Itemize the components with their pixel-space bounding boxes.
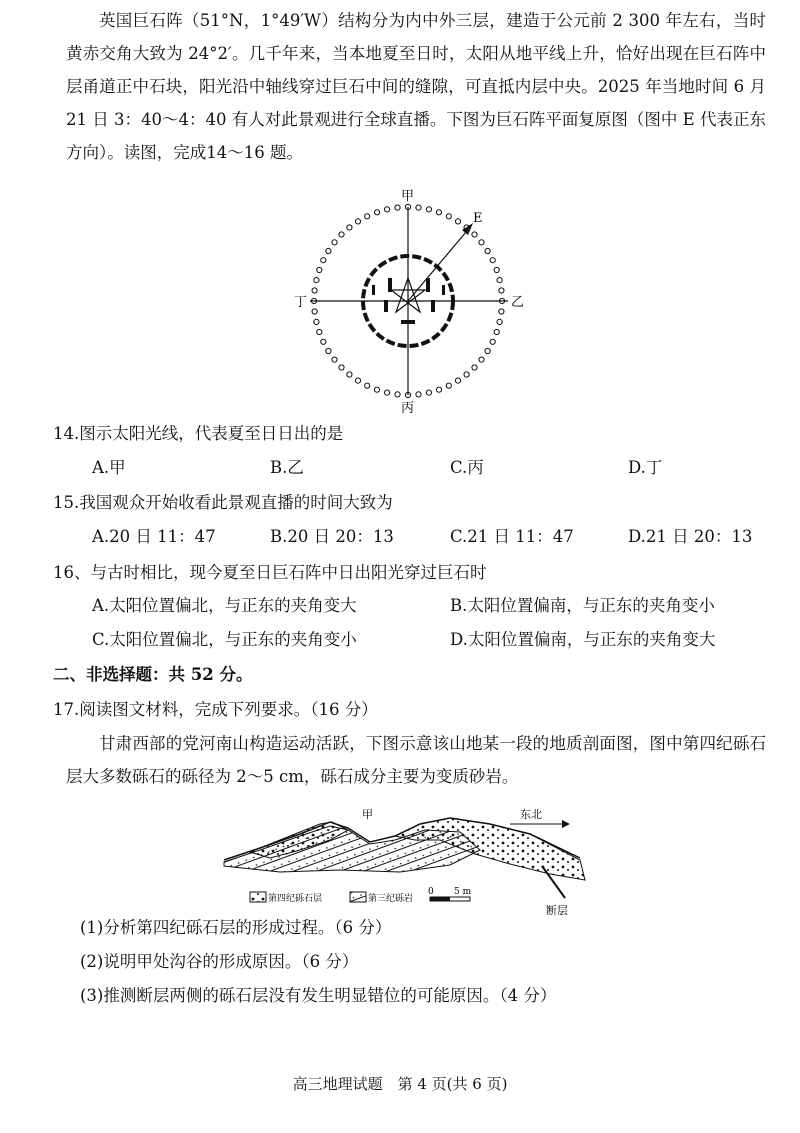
legend-tertiary-swatch (350, 892, 366, 902)
question-14-stem: 14.图示太阳光线，代表夏至日日出的是 (53, 424, 344, 443)
outer-stone (472, 232, 477, 237)
outer-stone (321, 339, 326, 344)
outer-stone (326, 248, 331, 253)
outer-stone (446, 383, 451, 388)
q15-option-b: B.20 日 20：13 (270, 527, 394, 546)
q17-sub-3: (3)推测断层两侧的砾石层没有发生明显错位的可能原因。（4 分） (80, 986, 557, 1005)
outer-stone (416, 392, 421, 397)
label-ding: 丁 (294, 295, 308, 310)
legend-tertiary-label: 第三纪砾岩 (368, 894, 414, 904)
outer-stone (490, 258, 495, 263)
outer-stone (464, 372, 469, 377)
outer-stone (385, 207, 390, 212)
outer-stone (332, 240, 337, 245)
question-15-stem: 15.我国观众开始收看此景观直播的时间大致为 (53, 493, 393, 512)
q14-option-c: C.丙 (450, 458, 484, 477)
outer-stone (479, 357, 484, 362)
legend-quaternary-label: 第四纪砾石层 (268, 894, 323, 904)
label-bing: 丙 (401, 401, 415, 416)
outer-stone (332, 357, 337, 362)
outer-stone (347, 225, 352, 230)
q15-option-c: C.21 日 11：47 (450, 527, 574, 546)
outer-stone (426, 390, 431, 395)
q14-option-d: D.丁 (628, 458, 663, 477)
outer-stone (365, 214, 370, 219)
outer-stone (355, 378, 360, 383)
question-16-stem: 16、与古时相比，现今夏至日巨石阵中日出阳光穿过巨石时 (53, 563, 487, 582)
question-17-stem: 17.阅读图文材料，完成下列要求。（16 分） (53, 700, 378, 719)
outer-stone (485, 348, 490, 353)
question-17-material: 甘肃西部的党河南山构造运动活跃，下图示意该山地某一段的地质剖面图，图中第四纪砾石层大多数砾石的砾径为 2～5 cm，砾石成分主要为变质砂岩。 (66, 734, 766, 786)
outer-stone (436, 387, 441, 392)
label-east: E (473, 211, 483, 226)
q15-option-a: A.20 日 11：47 (92, 527, 216, 546)
outer-stone (374, 210, 379, 215)
east-direction-line (408, 232, 466, 301)
label-northeast: 东北 (520, 808, 542, 821)
outer-stone (395, 205, 400, 210)
outer-stone (446, 214, 451, 219)
outer-stone (385, 390, 390, 395)
outer-stone (339, 232, 344, 237)
outer-stone (455, 378, 460, 383)
outer-stone (455, 219, 460, 224)
q15-option-d: D.21 日 20：13 (628, 527, 753, 546)
outer-stone (314, 278, 319, 283)
q16-option-c: C.太阳位置偏北，与正东的夹角变小 (92, 630, 357, 649)
scale-bar-fill (430, 897, 450, 901)
outer-stone (426, 207, 431, 212)
q14-option-b: B.乙 (270, 458, 304, 477)
outer-stone (317, 267, 322, 272)
q16-option-d: D.太阳位置偏南，与正东的夹角变大 (450, 630, 716, 649)
outer-stone (499, 288, 504, 293)
outer-stone (321, 258, 326, 263)
q16-option-b: B.太阳位置偏南，与正东的夹角变小 (450, 596, 715, 615)
outer-stone (314, 319, 319, 324)
outer-stone (339, 365, 344, 370)
outer-stone (312, 288, 317, 293)
q17-sub-2: (2)说明甲处沟谷的形成原因。（6 分） (80, 952, 359, 971)
stonehenge-plan-figure (280, 180, 540, 420)
outer-stone (436, 210, 441, 215)
outer-stone (312, 309, 317, 314)
outer-stone (326, 348, 331, 353)
outer-stone (317, 329, 322, 334)
outer-stone (499, 309, 504, 314)
label-fault: 断层 (546, 904, 568, 917)
northeast-arrow-head-icon (562, 820, 570, 828)
outer-stone (365, 383, 370, 388)
outer-stone (395, 392, 400, 397)
outer-stone (416, 205, 421, 210)
outer-stone (472, 365, 477, 370)
outer-stone (479, 240, 484, 245)
outer-stone (494, 267, 499, 272)
label-jia: 甲 (401, 189, 415, 204)
scale-zero-label: 0 (428, 887, 434, 897)
outer-stone (494, 329, 499, 334)
outer-stone (374, 387, 379, 392)
label-yi: 乙 (511, 295, 525, 310)
outer-stone (497, 278, 502, 283)
outer-stone (497, 319, 502, 324)
intro-paragraph: 英国巨石阵（51°N，1°49′W）结构分为内中外三层，建造于公元前 2 300 年左右，当时黄赤交角大致为 24°2′。几千年来，当本地夏至日时，太阳从地平线上升，恰好出现在巨石阵中层甬道正中石块，阳光沿中轴线穿过巨石中间的缝隙，可直抵内层中央。2025 年当地时间 6 月 21 日 3：40～4：40 有人对此景观进行全球直播。下图为巨石阵平面复原图（图中 E 代表正东方向）。读图，完成14～16 题。 (66, 11, 766, 162)
outer-stone (355, 219, 360, 224)
q14-option-a: A.甲 (92, 458, 126, 477)
geologic-section-figure (220, 800, 600, 920)
outer-stone (490, 339, 495, 344)
section-2-heading: 二、非选择题：共 52 分。 (53, 665, 253, 684)
scale-length-label: 5 m (454, 887, 472, 897)
page-footer: 高三地理试题 第 4 页(共 6 页) (292, 1075, 508, 1093)
legend-quaternary-swatch (250, 892, 266, 902)
outer-stone (347, 372, 352, 377)
q16-option-a: A.太阳位置偏北，与正东的夹角变大 (92, 596, 357, 615)
outer-stone (485, 248, 490, 253)
label-jia-valley: 甲 (362, 808, 373, 821)
q17-sub-1: (1)分析第四纪砾石层的形成过程。（6 分） (80, 918, 392, 937)
